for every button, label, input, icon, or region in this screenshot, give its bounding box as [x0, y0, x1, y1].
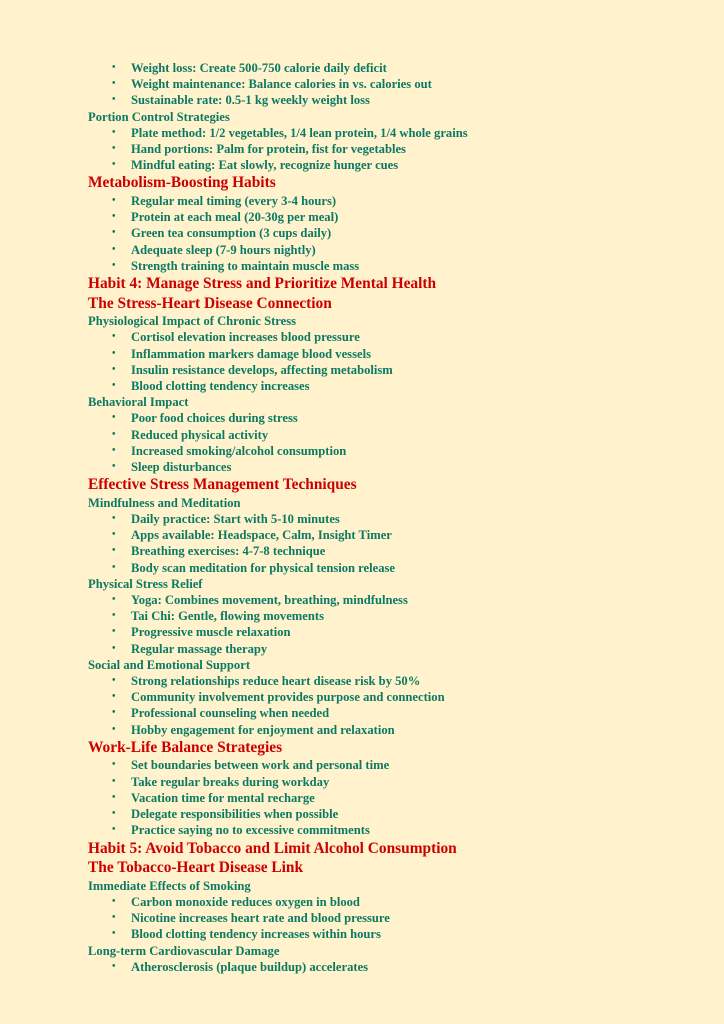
- bullet-icon: •: [112, 960, 116, 972]
- list-item-text: Body scan meditation for physical tension release: [131, 560, 396, 575]
- subheading-social-and-emotional-support: Social and Emotional Support: [88, 657, 251, 672]
- bullet-icon: •: [112, 444, 116, 456]
- bullet-icon: •: [112, 675, 116, 687]
- list-item-text: Vacation time for mental recharge: [131, 790, 315, 805]
- list-item-text: Weight maintenance: Balance calories in vs. calories out: [131, 77, 432, 92]
- list-item: [108, 543, 704, 559]
- list-item: [108, 443, 704, 459]
- bullet-list: [88, 673, 704, 738]
- bullet-icon: •: [112, 529, 116, 541]
- list-item-text: Regular massage therapy: [131, 641, 268, 656]
- list-item: [108, 774, 704, 790]
- bullet-icon: •: [112, 412, 116, 424]
- list-item: [108, 76, 704, 92]
- bullet-icon: •: [112, 610, 116, 622]
- list-item: [108, 822, 704, 838]
- bullet-icon: •: [112, 561, 116, 573]
- list-item: [108, 329, 704, 345]
- bullet-list: [88, 60, 704, 109]
- list-item: [108, 790, 704, 806]
- subheading-mindfulness-and-meditation: Mindfulness and Meditation: [88, 495, 241, 510]
- list-item-text: Protein at each meal (20-30g per meal): [131, 210, 339, 225]
- list-item: [108, 926, 704, 942]
- bullet-icon: •: [112, 895, 116, 907]
- list-item-text: Sleep disturbances: [131, 460, 232, 475]
- bullet-icon: •: [112, 513, 116, 525]
- list-item-text: Daily practice: Start with 5-10 minutes: [131, 512, 340, 527]
- bullet-icon: •: [112, 78, 116, 90]
- list-item-text: Community involvement provides purpose and connection: [131, 690, 445, 705]
- list-item: [108, 242, 704, 258]
- bullet-icon: •: [112, 126, 116, 138]
- bullet-icon: •: [112, 428, 116, 440]
- list-item-text: Hobby engagement for enjoyment and relaxation: [131, 722, 395, 737]
- list-item: [108, 125, 704, 141]
- list-item-text: Adequate sleep (7-9 hours nightly): [131, 242, 316, 257]
- bullet-icon: •: [112, 928, 116, 940]
- list-item-text: Poor food choices during stress: [131, 411, 298, 426]
- list-item: [108, 641, 704, 657]
- list-item: [108, 560, 704, 576]
- bullet-icon: •: [112, 642, 116, 654]
- list-item-text: Take regular breaks during workday: [131, 774, 330, 789]
- bullet-icon: •: [112, 159, 116, 171]
- list-item: [108, 346, 704, 362]
- bullet-list: [88, 959, 704, 975]
- bullet-icon: •: [112, 808, 116, 820]
- list-item-text: Apps available: Headspace, Calm, Insight Timer: [131, 528, 392, 543]
- subheading-portion-control-strategies: Portion Control Strategies: [88, 109, 230, 124]
- list-item: [108, 193, 704, 209]
- bullet-icon: •: [112, 545, 116, 557]
- bullet-icon: •: [112, 195, 116, 207]
- bullet-list: [88, 410, 704, 475]
- list-item: [108, 511, 704, 527]
- list-item-text: Mindful eating: Eat slowly, recognize hunger cues: [131, 158, 399, 173]
- bullet-icon: •: [112, 791, 116, 803]
- list-item: [108, 608, 704, 624]
- bullet-icon: •: [112, 626, 116, 638]
- list-item: [108, 427, 704, 443]
- list-item: [108, 592, 704, 608]
- list-item-text: Nicotine increases heart rate and blood pressure: [131, 911, 390, 926]
- list-item: [108, 959, 704, 975]
- bullet-icon: •: [112, 94, 116, 106]
- list-item: [108, 722, 704, 738]
- bullet-icon: •: [112, 691, 116, 703]
- list-item-text: Inflammation markers damage blood vessels: [131, 346, 371, 361]
- list-item: [108, 894, 704, 910]
- list-item: [108, 410, 704, 426]
- bullet-list: [88, 125, 704, 174]
- bullet-icon: •: [112, 143, 116, 155]
- list-item: [108, 527, 704, 543]
- subheading-long-term-cardiovascular-damage: Long-term Cardiovascular Damage: [88, 943, 280, 958]
- list-item-text: Reduced physical activity: [131, 427, 269, 442]
- section-heading-the-tobacco-heart-disease-link: The Tobacco-Heart Disease Link: [88, 859, 304, 877]
- bullet-list: [88, 193, 704, 274]
- list-item-text: Plate method: 1/2 vegetables, 1/4 lean protein, 1/4 whole grains: [131, 125, 468, 140]
- subheading-behavioral-impact: Behavioral Impact: [88, 395, 189, 410]
- list-item-text: Strong relationships reduce heart disease risk by 50%: [131, 674, 421, 689]
- list-item-text: Green tea consumption (3 cups daily): [131, 226, 332, 241]
- list-item-text: Regular meal timing (every 3-4 hours): [131, 194, 337, 209]
- section-heading-effective-stress-management-techniques: Effective Stress Management Techniques: [88, 476, 357, 494]
- bullet-icon: •: [112, 227, 116, 239]
- section-heading-the-stress-heart-disease-connection: The Stress-Heart Disease Connection: [88, 294, 332, 312]
- list-item-text: Blood clotting tendency increases: [131, 379, 310, 394]
- list-item: [108, 92, 704, 108]
- bullet-icon: •: [112, 380, 116, 392]
- list-item: [108, 459, 704, 475]
- list-item: [108, 157, 704, 173]
- list-item-text: Carbon monoxide reduces oxygen in blood: [131, 894, 360, 909]
- list-item: [108, 689, 704, 705]
- list-item-text: Cortisol elevation increases blood pressure: [131, 330, 360, 345]
- list-item-text: Practice saying no to excessive commitments: [131, 823, 370, 838]
- bullet-icon: •: [112, 363, 116, 375]
- list-item-text: Tai Chi: Gentle, flowing movements: [131, 609, 324, 624]
- bullet-list: [88, 894, 704, 943]
- list-item-text: Atherosclerosis (plaque buildup) accelerates: [131, 959, 369, 974]
- bullet-icon: •: [112, 259, 116, 271]
- subheading-physical-stress-relief: Physical Stress Relief: [88, 576, 203, 591]
- list-item-text: Progressive muscle relaxation: [131, 625, 291, 640]
- list-item-text: Yoga: Combines movement, breathing, mindfulness: [131, 593, 408, 608]
- list-item: [108, 60, 704, 76]
- list-item-text: Hand portions: Palm for protein, fist for vegetables: [131, 142, 406, 157]
- subheading-immediate-effects-of-smoking: Immediate Effects of Smoking: [88, 878, 251, 893]
- list-item: [108, 141, 704, 157]
- bullet-icon: •: [112, 707, 116, 719]
- list-item: [108, 378, 704, 394]
- bullet-icon: •: [112, 243, 116, 255]
- bullet-icon: •: [112, 759, 116, 771]
- list-item-text: Insulin resistance develops, affecting metabolism: [131, 362, 393, 377]
- list-item: [108, 209, 704, 225]
- bullet-list: [88, 329, 704, 394]
- bullet-list: [88, 592, 704, 657]
- bullet-icon: •: [112, 775, 116, 787]
- bullet-list: [88, 511, 704, 576]
- list-item: [108, 624, 704, 640]
- list-item-text: Sustainable rate: 0.5-1 kg weekly weight loss: [131, 93, 370, 108]
- list-item: [108, 362, 704, 378]
- bullet-icon: •: [112, 211, 116, 223]
- bullet-icon: •: [112, 461, 116, 473]
- bullet-icon: •: [112, 62, 116, 73]
- list-item-text: Set boundaries between work and personal time: [131, 758, 390, 773]
- bullet-icon: •: [112, 347, 116, 359]
- section-heading-work-life-balance-strategies: Work-Life Balance Strategies: [88, 738, 283, 756]
- list-item-text: Professional counseling when needed: [131, 706, 330, 721]
- list-item-text: Strength training to maintain muscle mass: [131, 258, 360, 273]
- bullet-icon: •: [112, 594, 116, 606]
- list-item-text: Weight loss: Create 500-750 calorie daily deficit: [131, 61, 387, 75]
- list-item: [108, 806, 704, 822]
- list-item-text: Breathing exercises: 4-7-8 technique: [131, 544, 326, 559]
- bullet-icon: •: [112, 912, 116, 924]
- list-item-text: Delegate responsibilities when possible: [131, 807, 339, 822]
- bullet-icon: •: [112, 331, 116, 343]
- bullet-list: [88, 757, 704, 838]
- list-item: [108, 705, 704, 721]
- bullet-icon: •: [112, 824, 116, 836]
- list-item: [108, 258, 704, 274]
- list-item-text: Increased smoking/alcohol consumption: [131, 443, 347, 458]
- list-item-text: Blood clotting tendency increases within hours: [131, 927, 381, 942]
- section-heading-habit-4-manage-stress-and-prioritize-men: Habit 4: Manage Stress and Prioritize Mental Health: [88, 275, 437, 293]
- bullet-icon: •: [112, 723, 116, 735]
- section-heading-metabolism-boosting-habits: Metabolism-Boosting Habits: [88, 174, 276, 192]
- list-item: [108, 910, 704, 926]
- list-item: [108, 225, 704, 241]
- subheading-physiological-impact-of-chronic-stress: Physiological Impact of Chronic Stress: [88, 314, 297, 329]
- list-item: [108, 757, 704, 773]
- section-heading-habit-5-avoid-tobacco-and-limit-alcohol-: Habit 5: Avoid Tobacco and Limit Alcohol Consumption: [88, 839, 457, 857]
- list-item: [108, 673, 704, 689]
